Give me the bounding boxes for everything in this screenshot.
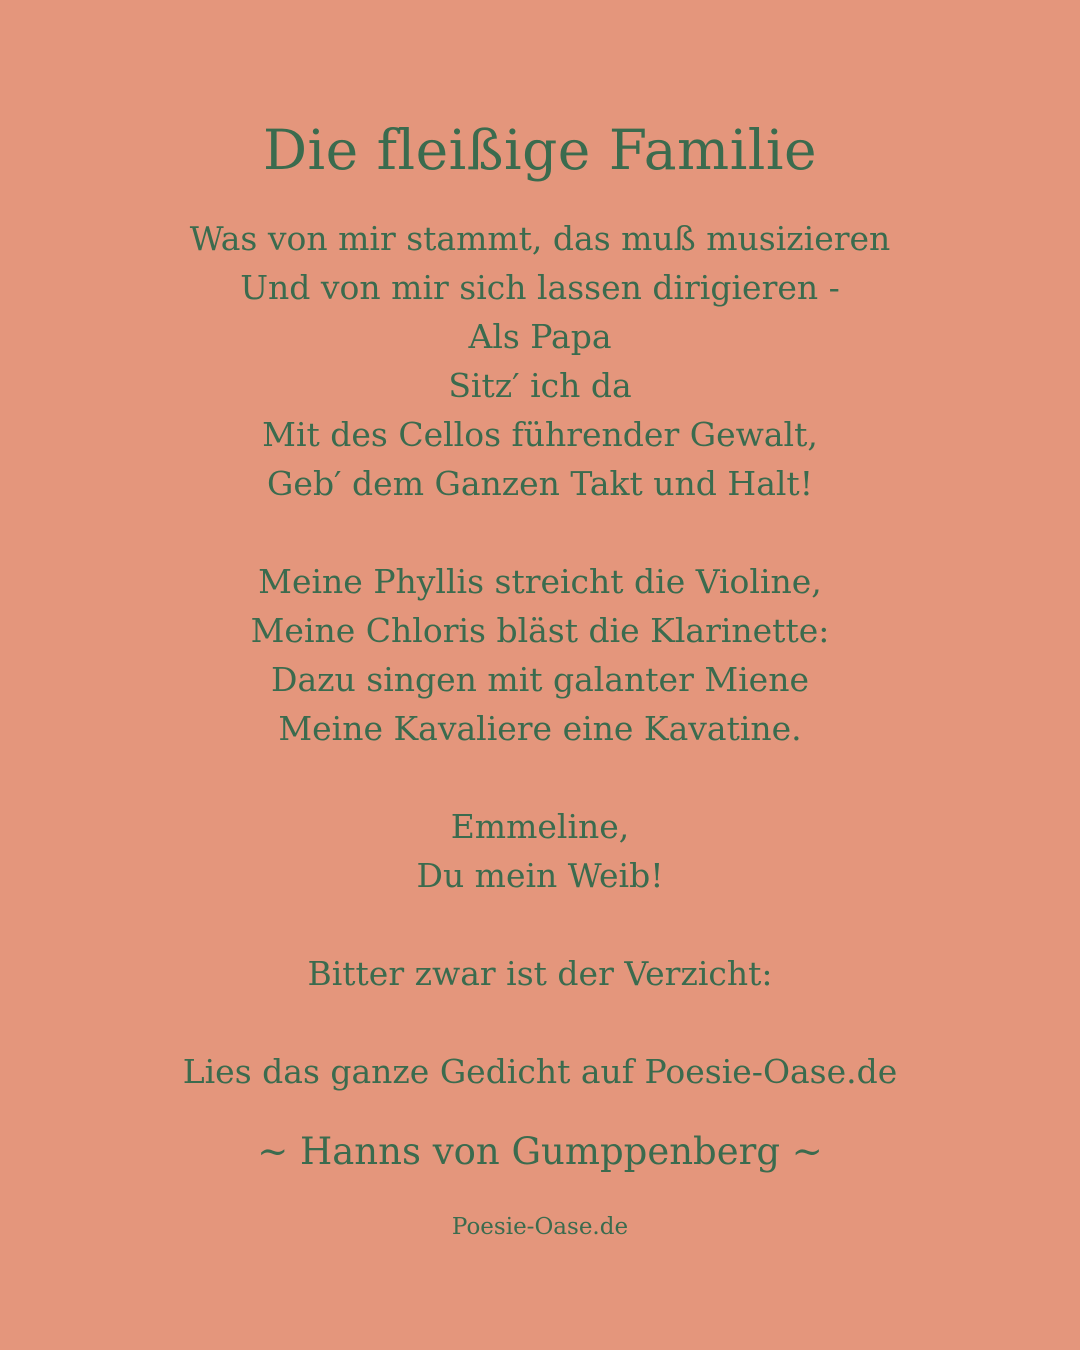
poem-line: Meine Kavaliere eine Kavatine. (278, 709, 802, 748)
stanza-3 (0, 802, 1080, 900)
poem-line: Sitz′ ich da (448, 366, 632, 405)
author-name: ~ Hanns von Gumppenberg ~ (257, 1130, 823, 1173)
poem-line: Als Papa (468, 317, 612, 356)
poem-line: Du mein Weib! (416, 856, 664, 895)
poem-line: Und von mir sich lassen dirigieren - (240, 268, 840, 307)
read-more-text: Lies das ganze Gedicht auf Poesie-Oase.de (182, 1052, 898, 1091)
poem-line: Dazu singen mit galanter Miene (271, 660, 809, 699)
poem-line: Bitter zwar ist der Verzicht: (307, 954, 773, 993)
site-watermark: Poesie-Oase.de (451, 1214, 629, 1240)
poem-line: Mit des Cellos führender Gewalt, (262, 415, 818, 454)
poem-line: Meine Chloris bläst die Klarinette: (250, 611, 830, 650)
poem-line: Emmeline, (450, 807, 630, 846)
stanza-1 (0, 214, 1080, 508)
stanza-4 (0, 949, 1080, 998)
stanza-2 (0, 557, 1080, 753)
poem-title: Die fleißige Familie (262, 118, 818, 182)
poem-line: Was von mir stammt, das muß musizieren (189, 219, 891, 258)
poem-body (0, 214, 1080, 1047)
poem-line: Meine Phyllis streicht die Violine, (258, 562, 822, 601)
poem-line: Geb′ dem Ganzen Takt und Halt! (267, 464, 813, 503)
